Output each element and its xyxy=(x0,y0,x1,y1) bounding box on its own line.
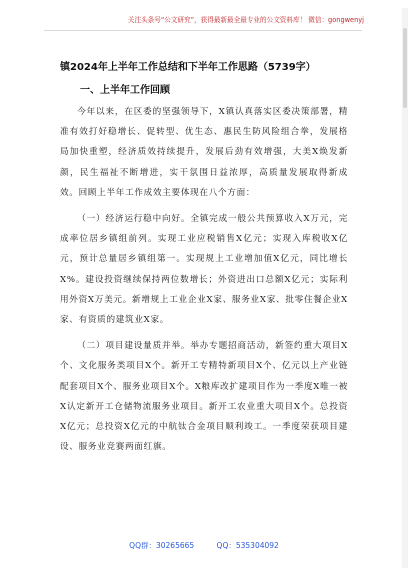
vertical-scrollbar[interactable] xyxy=(402,8,408,568)
paragraph-economy: （一）经济运行稳中向好。全镇完成一般公共预算收入X万元，完成率位居乡镇组前列。实现工业应税销售X亿元；实现入库税收X亿元，预计总量居乡镇组第一。实现规上工业增加值X亿元，同比增长X%。建设投资继续保持两位数增长；外资进出口总额X亿元；实际利用外资X万美元。新增规上工业企业X家、服务业X家、批零住餐企业X家、有资质的建筑业X家。 xyxy=(60,214,348,326)
paragraph-intro: 今年以来，在区委的坚强领导下，X镇认真落实区委决策部署，精准有效打好稳增长、促转型、优生态、惠民生防风险组合拳，发展格局加快重塑，经济质效持续提升，发展后劲有效增强，大美X焕发新颜，民生福祉不断增进，实干氛围日益浓厚，高质量发展取得新成效。回顾上半年工作成效主要体现在八个方面： xyxy=(60,107,348,198)
header-banner: 关注头条号“公文研究”，获得最新最全最专业的公文资料库！ 微信：gongwenyj xyxy=(127,16,364,24)
footer-contacts xyxy=(0,540,408,551)
document-title: 镇2024年上半年工作总结和下半年工作思路（5739字） xyxy=(60,62,316,73)
paragraph-projects: （二）项目建设量质并举。举办专题招商活动，新签约重大项目X个、文化服务类项目X个。新开工专精特新项目X个、亿元以上产业链配套项目X个、服务业项目X个。X粮库改扩建项目作为一季度X唯一被X认定新开工仓储物流服务业项目。新开工农业重大项目X个。总投资X亿元；总投资X亿元的中航钛合金项目顺利竣工。一季度荣获项目建设、服务业竞赛两面红旗。 xyxy=(60,341,348,453)
scrollbar-thumb[interactable] xyxy=(403,28,407,108)
section-heading: 一、上半年工作回顾 xyxy=(80,85,170,96)
footer-qq-group: QQ群：30265665 xyxy=(129,541,195,550)
document-body xyxy=(60,58,348,463)
footer-qq: QQ：535304092 xyxy=(216,541,279,550)
header-divider xyxy=(44,30,362,31)
